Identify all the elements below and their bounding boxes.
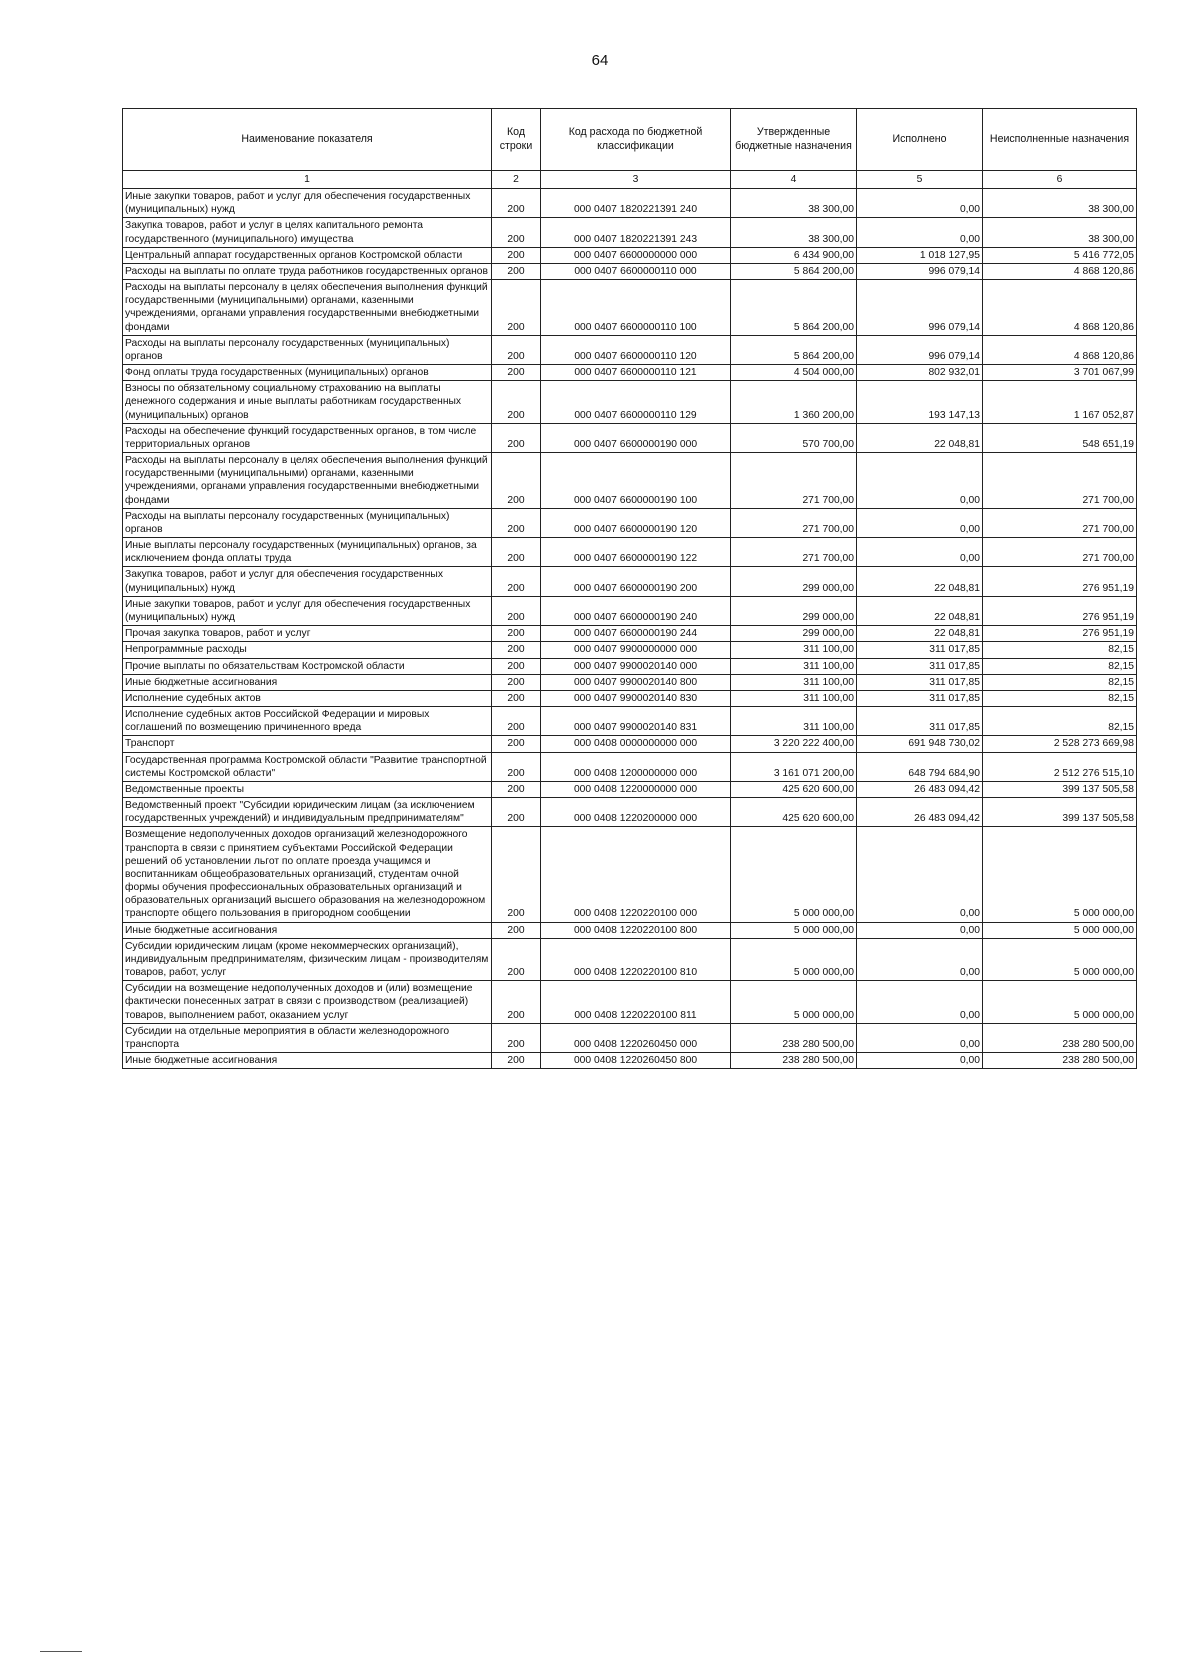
row-line-code: 200 [492, 690, 541, 706]
table-row [123, 567, 1137, 596]
table-row [123, 736, 1137, 752]
table-row [123, 707, 1137, 736]
row-executed-amount: 0,00 [857, 218, 983, 247]
row-executed-amount: 996 079,14 [857, 263, 983, 279]
row-classification-code: 000 0407 6600000190 120 [541, 508, 731, 537]
header-unexecuted: Неисполненные назначения [983, 109, 1137, 171]
row-classification-code: 000 0408 1220220100 811 [541, 981, 731, 1024]
row-name: Возмещение недополученных доходов организаций железнодорожного транспорта в связи с принятием субъектами Российской Федерации решений об установлении льгот по оплате проезда учащимся и воспитанникам общеобразовательных организаций, студентам очной формы обучения профессиональных образовательных организаций и образовательных организаций высшего образования на железнодорожном транспорте общего пользования в пригородном сообщении [123, 827, 492, 922]
row-line-code: 200 [492, 752, 541, 781]
row-line-code: 200 [492, 508, 541, 537]
row-unexecuted-amount: 5 000 000,00 [983, 827, 1137, 922]
row-unexecuted-amount: 5 000 000,00 [983, 981, 1137, 1024]
row-line-code: 200 [492, 674, 541, 690]
row-unexecuted-amount: 1 167 052,87 [983, 381, 1137, 424]
row-line-code: 200 [492, 736, 541, 752]
row-unexecuted-amount: 5 000 000,00 [983, 938, 1137, 981]
row-unexecuted-amount: 548 651,19 [983, 423, 1137, 452]
row-classification-code: 000 0408 1220220100 000 [541, 827, 731, 922]
row-unexecuted-amount: 38 300,00 [983, 189, 1137, 218]
row-executed-amount: 0,00 [857, 827, 983, 922]
row-executed-amount: 996 079,14 [857, 280, 983, 336]
row-line-code: 200 [492, 1023, 541, 1052]
row-executed-amount: 0,00 [857, 453, 983, 509]
row-executed-amount: 996 079,14 [857, 335, 983, 364]
row-executed-amount: 26 483 094,42 [857, 781, 983, 797]
row-approved-amount: 311 100,00 [731, 658, 857, 674]
row-executed-amount: 802 932,01 [857, 365, 983, 381]
row-name: Закупка товаров, работ и услуг в целях капитального ремонта государственного (муниципального) имущества [123, 218, 492, 247]
budget-execution-table [122, 108, 1137, 1069]
row-unexecuted-amount: 82,15 [983, 707, 1137, 736]
row-unexecuted-amount: 271 700,00 [983, 453, 1137, 509]
row-approved-amount: 3 161 071 200,00 [731, 752, 857, 781]
row-name: Иные выплаты персоналу государственных (муниципальных) органов, за исключением фонда оплаты труда [123, 538, 492, 567]
row-approved-amount: 425 620 600,00 [731, 798, 857, 827]
row-line-code: 200 [492, 263, 541, 279]
row-approved-amount: 5 000 000,00 [731, 981, 857, 1024]
row-classification-code: 000 0407 9900020140 830 [541, 690, 731, 706]
row-classification-code: 000 0407 9900000000 000 [541, 642, 731, 658]
row-approved-amount: 38 300,00 [731, 189, 857, 218]
row-name: Транспорт [123, 736, 492, 752]
row-classification-code: 000 0407 9900020140 000 [541, 658, 731, 674]
table-row [123, 690, 1137, 706]
table-row [123, 781, 1137, 797]
row-approved-amount: 299 000,00 [731, 567, 857, 596]
row-unexecuted-amount: 82,15 [983, 674, 1137, 690]
row-line-code: 200 [492, 189, 541, 218]
row-name: Расходы на обеспечение функций государственных органов, в том числе территориальных органов [123, 423, 492, 452]
row-approved-amount: 271 700,00 [731, 508, 857, 537]
header-approved: Утвержденные бюджетные назначения [731, 109, 857, 171]
column-number: 1 [123, 171, 492, 189]
row-classification-code: 000 0408 1220260450 000 [541, 1023, 731, 1052]
row-classification-code: 000 0407 6600000190 200 [541, 567, 731, 596]
table-row [123, 189, 1137, 218]
column-number-row [123, 171, 1137, 189]
row-classification-code: 000 0408 1220000000 000 [541, 781, 731, 797]
row-executed-amount: 311 017,85 [857, 707, 983, 736]
row-line-code: 200 [492, 280, 541, 336]
row-executed-amount: 0,00 [857, 938, 983, 981]
row-line-code: 200 [492, 381, 541, 424]
row-approved-amount: 5 864 200,00 [731, 335, 857, 364]
row-name: Расходы на выплаты персоналу в целях обеспечения выполнения функций государственными (муниципальными) органами, казенными учреждениями, органами управления государственными внебюджетными фондами [123, 280, 492, 336]
row-classification-code: 000 0407 9900020140 831 [541, 707, 731, 736]
table-row [123, 938, 1137, 981]
table-row [123, 642, 1137, 658]
table-row [123, 365, 1137, 381]
row-unexecuted-amount: 271 700,00 [983, 538, 1137, 567]
row-line-code: 200 [492, 827, 541, 922]
row-unexecuted-amount: 4 868 120,86 [983, 263, 1137, 279]
header-classification-code: Код расхода по бюджетной классификации [541, 109, 731, 171]
row-name: Закупка товаров, работ и услуг для обеспечения государственных (муниципальных) нужд [123, 567, 492, 596]
column-number: 4 [731, 171, 857, 189]
row-line-code: 200 [492, 365, 541, 381]
row-executed-amount: 0,00 [857, 1053, 983, 1069]
table-row [123, 596, 1137, 625]
row-executed-amount: 22 048,81 [857, 423, 983, 452]
row-classification-code: 000 0407 6600000110 000 [541, 263, 731, 279]
table-row [123, 280, 1137, 336]
row-unexecuted-amount: 2 512 276 515,10 [983, 752, 1137, 781]
row-name: Ведомственный проект "Субсидии юридическим лицам (за исключением государственных учреждений) и индивидуальным предпринимателям" [123, 798, 492, 827]
row-name: Расходы на выплаты персоналу государственных (муниципальных) органов [123, 335, 492, 364]
page-number: 64 [591, 52, 609, 69]
row-executed-amount: 311 017,85 [857, 690, 983, 706]
row-executed-amount: 193 147,13 [857, 381, 983, 424]
row-line-code: 200 [492, 626, 541, 642]
row-unexecuted-amount: 238 280 500,00 [983, 1023, 1137, 1052]
row-executed-amount: 22 048,81 [857, 596, 983, 625]
row-executed-amount: 0,00 [857, 922, 983, 938]
row-name: Фонд оплаты труда государственных (муниципальных) органов [123, 365, 492, 381]
row-approved-amount: 311 100,00 [731, 642, 857, 658]
row-name: Ведомственные проекты [123, 781, 492, 797]
row-executed-amount: 311 017,85 [857, 674, 983, 690]
row-line-code: 200 [492, 938, 541, 981]
footer-rule [40, 1651, 82, 1652]
table-row [123, 453, 1137, 509]
table-row [123, 381, 1137, 424]
row-approved-amount: 6 434 900,00 [731, 247, 857, 263]
header-indicator-name: Наименование показателя [123, 109, 492, 171]
row-line-code: 200 [492, 335, 541, 364]
row-classification-code: 000 0407 9900020140 800 [541, 674, 731, 690]
row-name: Субсидии юридическим лицам (кроме некоммерческих организаций), индивидуальным предпринимателям, физическим лицам - производителям товаров, работ, услуг [123, 938, 492, 981]
header-row [123, 109, 1137, 171]
table-row [123, 827, 1137, 922]
row-name: Иные бюджетные ассигнования [123, 922, 492, 938]
row-approved-amount: 311 100,00 [731, 690, 857, 706]
row-classification-code: 000 0407 1820221391 243 [541, 218, 731, 247]
row-approved-amount: 238 280 500,00 [731, 1053, 857, 1069]
table-row [123, 1023, 1137, 1052]
table-row [123, 798, 1137, 827]
row-approved-amount: 5 864 200,00 [731, 263, 857, 279]
row-approved-amount: 570 700,00 [731, 423, 857, 452]
row-approved-amount: 271 700,00 [731, 538, 857, 567]
row-name: Центральный аппарат государственных органов Костромской области [123, 247, 492, 263]
row-classification-code: 000 0407 6600000110 120 [541, 335, 731, 364]
table-row [123, 981, 1137, 1024]
row-line-code: 200 [492, 981, 541, 1024]
row-line-code: 200 [492, 781, 541, 797]
row-line-code: 200 [492, 707, 541, 736]
row-classification-code: 000 0407 6600000190 240 [541, 596, 731, 625]
row-unexecuted-amount: 38 300,00 [983, 218, 1137, 247]
row-unexecuted-amount: 4 868 120,86 [983, 335, 1137, 364]
header-line-code: Код строки [492, 109, 541, 171]
table-body [123, 189, 1137, 1069]
row-executed-amount: 0,00 [857, 189, 983, 218]
row-classification-code: 000 0408 1200000000 000 [541, 752, 731, 781]
row-name: Субсидии на отдельные мероприятия в области железнодорожного транспорта [123, 1023, 492, 1052]
table-row [123, 674, 1137, 690]
table-row [123, 247, 1137, 263]
row-classification-code: 000 0407 6600000110 121 [541, 365, 731, 381]
row-classification-code: 000 0407 6600000190 244 [541, 626, 731, 642]
row-name: Непрограммные расходы [123, 642, 492, 658]
row-unexecuted-amount: 276 951,19 [983, 626, 1137, 642]
row-line-code: 200 [492, 642, 541, 658]
table-row [123, 626, 1137, 642]
row-approved-amount: 425 620 600,00 [731, 781, 857, 797]
row-name: Исполнение судебных актов Российской Федерации и мировых соглашений по возмещению причиненного вреда [123, 707, 492, 736]
row-line-code: 200 [492, 453, 541, 509]
row-unexecuted-amount: 238 280 500,00 [983, 1053, 1137, 1069]
row-executed-amount: 26 483 094,42 [857, 798, 983, 827]
row-approved-amount: 5 864 200,00 [731, 280, 857, 336]
row-classification-code: 000 0408 1220220100 810 [541, 938, 731, 981]
row-executed-amount: 0,00 [857, 538, 983, 567]
row-executed-amount: 22 048,81 [857, 626, 983, 642]
row-name: Взносы по обязательному социальному страхованию на выплаты денежного содержания и иные выплаты работникам государственных (муниципальных) органов [123, 381, 492, 424]
column-number: 2 [492, 171, 541, 189]
row-approved-amount: 311 100,00 [731, 707, 857, 736]
row-approved-amount: 3 220 222 400,00 [731, 736, 857, 752]
row-unexecuted-amount: 4 868 120,86 [983, 280, 1137, 336]
table-row [123, 922, 1137, 938]
row-line-code: 200 [492, 423, 541, 452]
row-executed-amount: 22 048,81 [857, 567, 983, 596]
row-approved-amount: 5 000 000,00 [731, 938, 857, 981]
row-line-code: 200 [492, 538, 541, 567]
table-row [123, 263, 1137, 279]
row-classification-code: 000 0407 1820221391 240 [541, 189, 731, 218]
row-executed-amount: 691 948 730,02 [857, 736, 983, 752]
row-approved-amount: 238 280 500,00 [731, 1023, 857, 1052]
row-name: Прочие выплаты по обязательствам Костромской области [123, 658, 492, 674]
row-classification-code: 000 0407 6600000110 129 [541, 381, 731, 424]
row-name: Иные закупки товаров, работ и услуг для обеспечения государственных (муниципальных) нужд [123, 189, 492, 218]
row-name: Иные бюджетные ассигнования [123, 674, 492, 690]
row-executed-amount: 0,00 [857, 981, 983, 1024]
row-name: Исполнение судебных актов [123, 690, 492, 706]
row-unexecuted-amount: 82,15 [983, 690, 1137, 706]
row-executed-amount: 0,00 [857, 1023, 983, 1052]
row-name: Иные бюджетные ассигнования [123, 1053, 492, 1069]
row-line-code: 200 [492, 218, 541, 247]
row-line-code: 200 [492, 596, 541, 625]
row-unexecuted-amount: 5 416 772,05 [983, 247, 1137, 263]
row-classification-code: 000 0408 1220220100 800 [541, 922, 731, 938]
table-row [123, 658, 1137, 674]
row-unexecuted-amount: 271 700,00 [983, 508, 1137, 537]
table-row [123, 335, 1137, 364]
row-name: Расходы на выплаты по оплате труда работников государственных органов [123, 263, 492, 279]
row-approved-amount: 1 360 200,00 [731, 381, 857, 424]
row-executed-amount: 0,00 [857, 508, 983, 537]
row-classification-code: 000 0407 6600000110 100 [541, 280, 731, 336]
column-number: 5 [857, 171, 983, 189]
row-approved-amount: 5 000 000,00 [731, 827, 857, 922]
table-row [123, 423, 1137, 452]
row-approved-amount: 271 700,00 [731, 453, 857, 509]
table-row [123, 218, 1137, 247]
row-approved-amount: 311 100,00 [731, 674, 857, 690]
table-row [123, 752, 1137, 781]
row-approved-amount: 38 300,00 [731, 218, 857, 247]
column-number: 6 [983, 171, 1137, 189]
row-approved-amount: 5 000 000,00 [731, 922, 857, 938]
row-name: Субсидии на возмещение недополученных доходов и (или) возмещение фактически понесенных затрат в связи с производством (реализацией) товаров, выполнением работ, оказанием услуг [123, 981, 492, 1024]
row-name: Государственная программа Костромской области "Развитие транспортной системы Костромской области" [123, 752, 492, 781]
row-line-code: 200 [492, 798, 541, 827]
row-unexecuted-amount: 276 951,19 [983, 567, 1137, 596]
row-line-code: 200 [492, 247, 541, 263]
row-name: Расходы на выплаты персоналу государственных (муниципальных) органов [123, 508, 492, 537]
row-unexecuted-amount: 276 951,19 [983, 596, 1137, 625]
table-row [123, 1053, 1137, 1069]
row-executed-amount: 311 017,85 [857, 658, 983, 674]
row-name: Иные закупки товаров, работ и услуг для обеспечения государственных (муниципальных) нужд [123, 596, 492, 625]
header-executed: Исполнено [857, 109, 983, 171]
row-unexecuted-amount: 399 137 505,58 [983, 798, 1137, 827]
row-executed-amount: 311 017,85 [857, 642, 983, 658]
row-unexecuted-amount: 5 000 000,00 [983, 922, 1137, 938]
row-classification-code: 000 0407 6600000000 000 [541, 247, 731, 263]
table-row [123, 508, 1137, 537]
row-approved-amount: 4 504 000,00 [731, 365, 857, 381]
row-line-code: 200 [492, 567, 541, 596]
row-classification-code: 000 0408 1220200000 000 [541, 798, 731, 827]
row-classification-code: 000 0407 6600000190 000 [541, 423, 731, 452]
row-name: Прочая закупка товаров, работ и услуг [123, 626, 492, 642]
row-line-code: 200 [492, 1053, 541, 1069]
row-unexecuted-amount: 2 528 273 669,98 [983, 736, 1137, 752]
row-unexecuted-amount: 82,15 [983, 642, 1137, 658]
table-row [123, 538, 1137, 567]
row-unexecuted-amount: 3 701 067,99 [983, 365, 1137, 381]
row-unexecuted-amount: 82,15 [983, 658, 1137, 674]
row-classification-code: 000 0407 6600000190 122 [541, 538, 731, 567]
row-approved-amount: 299 000,00 [731, 596, 857, 625]
row-classification-code: 000 0407 6600000190 100 [541, 453, 731, 509]
row-executed-amount: 648 794 684,90 [857, 752, 983, 781]
row-executed-amount: 1 018 127,95 [857, 247, 983, 263]
row-approved-amount: 299 000,00 [731, 626, 857, 642]
row-classification-code: 000 0408 0000000000 000 [541, 736, 731, 752]
row-unexecuted-amount: 399 137 505,58 [983, 781, 1137, 797]
row-classification-code: 000 0408 1220260450 800 [541, 1053, 731, 1069]
column-number: 3 [541, 171, 731, 189]
row-line-code: 200 [492, 922, 541, 938]
row-line-code: 200 [492, 658, 541, 674]
row-name: Расходы на выплаты персоналу в целях обеспечения выполнения функций государственными (муниципальными) органами, казенными учреждениями, органами управления государственными внебюджетными фондами [123, 453, 492, 509]
